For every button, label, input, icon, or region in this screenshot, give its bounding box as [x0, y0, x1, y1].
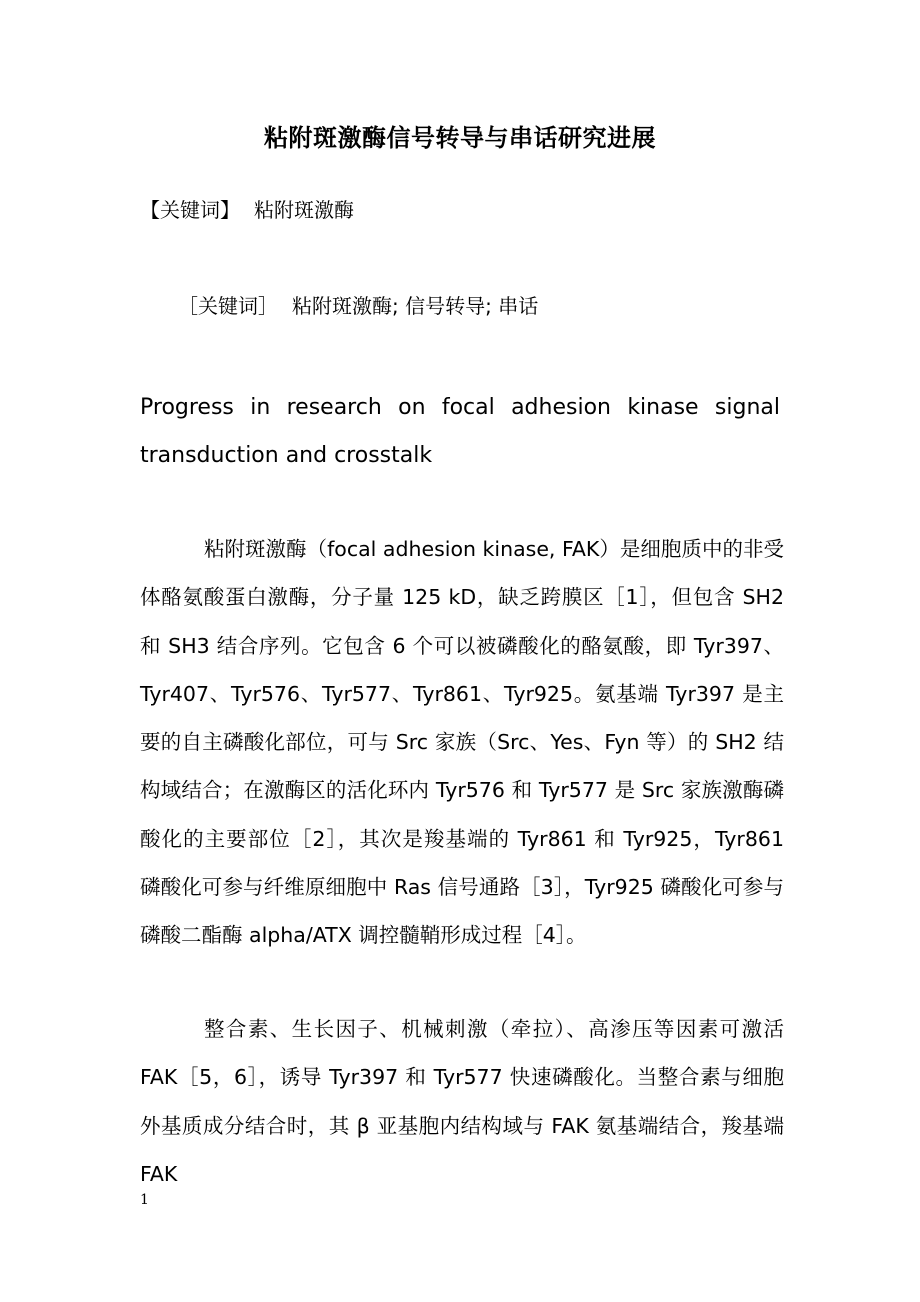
- keywords-value: 粘附斑激酶: [254, 198, 354, 222]
- page-number: 1: [140, 1192, 149, 1208]
- body-paragraph-2: 整合素、生长因子、机械刺激（牵拉）、高渗压等因素可激活 FAK［5，6］，诱导 Tyr397 和 Tyr577 快速磷酸化。当整合素与细胞外基质成分结合时，其 β 亚基胞内结构域与 FAK 氨基端结合，羧基端 FAK: [140, 1017, 784, 1186]
- keywords-label-bracketed: ［关键词］: [178, 294, 278, 318]
- keywords-line-primary: [140, 192, 354, 228]
- english-title: Progress in research on focal adhesion kinase signal transduction and crosstalk: [140, 395, 780, 468]
- body-paragraph-1: 粘附斑激酶（focal adhesion kinase, FAK）是细胞质中的非受体酪氨酸蛋白激酶，分子量 125 kD，缺乏跨膜区［1］，但包含 SH2 和 SH3 结合序列。它包含 6 个可以被磷酸化的酪氨酸，即 Tyr397、Tyr407、Tyr576、Tyr577、Tyr861、Tyr925。氨基端 Tyr397 是主要的自主磷酸化部位，可与 Src 家族（Src、Yes、Fyn 等）的 SH2 结构域结合；在激酶区的活化环内 Tyr576 和 Tyr577 是 Src 家族激酶磷酸化的主要部位［2］，其次是羧基端的 Tyr861 和 Tyr925，Tyr861 磷酸化可参与纤维原细胞中 Ras 信号通路［3］，Tyr925 磷酸化可参与磷酸二酯酶 alpha/ATX 调控髓鞘形成过程［4］。: [140, 537, 784, 948]
- keywords-line-secondary: [178, 288, 538, 324]
- document-title: 粘附斑激酶信号转导与串话研究进展: [264, 124, 656, 152]
- keywords-list: 粘附斑激酶; 信号转导; 串话: [292, 294, 539, 318]
- keywords-label: 【关键词】: [140, 198, 240, 222]
